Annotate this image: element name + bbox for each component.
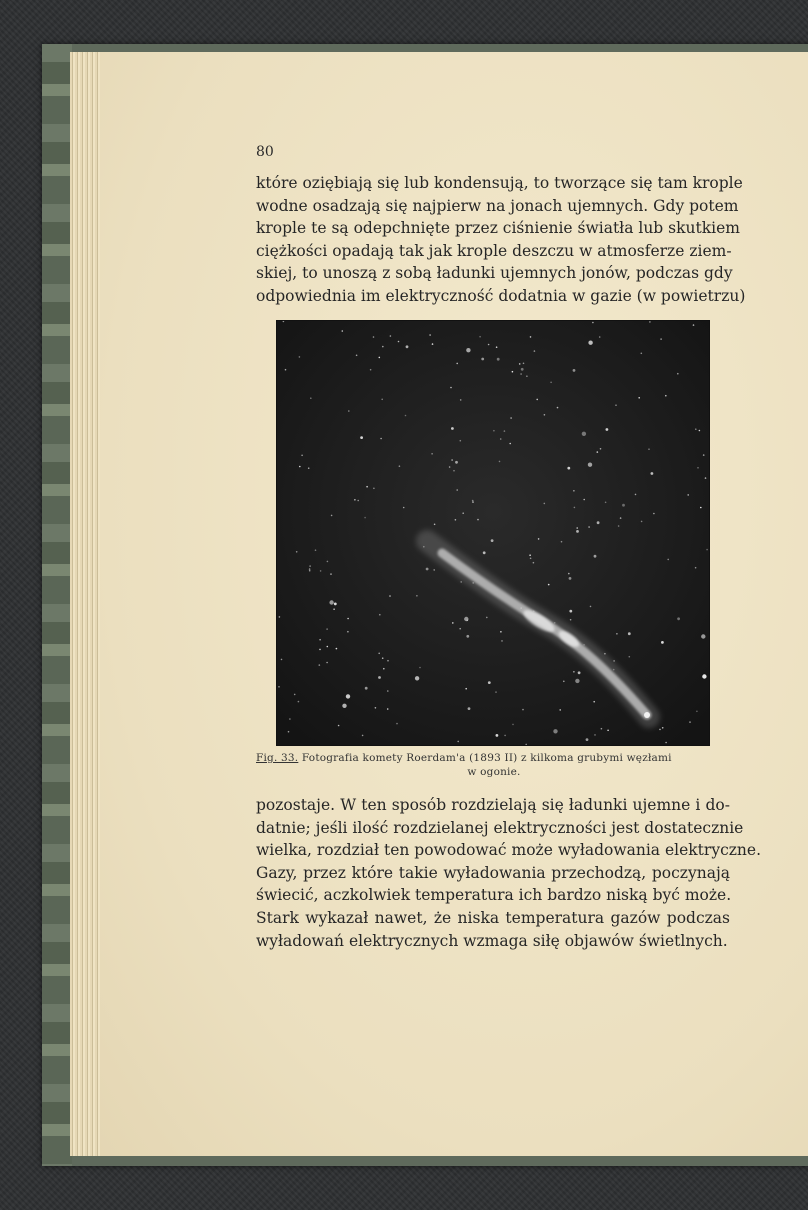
text-line: wyładowań elektrycznych wzmaga siłę objawów świetlnych.: [256, 931, 728, 950]
star: [504, 735, 506, 737]
star: [465, 688, 467, 690]
star: [703, 454, 705, 456]
star: [588, 341, 592, 345]
star: [559, 709, 561, 711]
star: [497, 358, 500, 361]
star: [616, 633, 618, 635]
star: [309, 570, 311, 572]
star: [330, 573, 332, 575]
star: [342, 330, 344, 332]
star: [347, 618, 349, 620]
star: [370, 369, 372, 371]
star: [365, 687, 368, 690]
figure-caption: [256, 751, 732, 779]
star: [509, 443, 511, 445]
star: [700, 507, 702, 509]
star: [477, 519, 479, 521]
star: [472, 501, 474, 503]
star: [453, 470, 455, 472]
star: [665, 742, 667, 744]
star: [567, 467, 570, 470]
page-number: 80: [256, 144, 274, 160]
star: [544, 414, 546, 416]
star: [510, 417, 512, 419]
star: [662, 727, 664, 729]
star: [536, 399, 538, 401]
star: [576, 527, 578, 529]
text-line: które oziębiają się lub kondensują, to tworzące się tam krople: [256, 174, 743, 192]
star: [419, 667, 421, 669]
star: [615, 404, 617, 406]
star: [456, 489, 458, 491]
star: [557, 407, 559, 409]
star: [520, 373, 522, 375]
star: [512, 724, 514, 726]
star: [687, 494, 689, 496]
text-line: krople te są odepchnięte przez ciśnienie światła lub skutkiem: [256, 219, 740, 238]
star: [618, 525, 620, 527]
star: [496, 346, 498, 348]
star: [677, 617, 680, 620]
star: [628, 632, 631, 635]
star: [568, 573, 570, 575]
star: [590, 606, 592, 608]
star: [289, 718, 291, 720]
star: [538, 538, 540, 540]
star: [635, 494, 637, 496]
text-line: świecić, aczkolwiek temperatura ich bardzo niską być może.: [256, 886, 732, 905]
star: [380, 438, 382, 440]
star: [573, 490, 575, 492]
star: [576, 530, 579, 533]
star: [333, 608, 335, 610]
star: [449, 466, 451, 468]
star: [319, 664, 321, 666]
star: [697, 467, 699, 469]
star: [677, 373, 679, 375]
star: [526, 375, 528, 377]
star: [588, 526, 590, 528]
star: [575, 679, 579, 683]
star: [310, 397, 312, 399]
star: [491, 539, 494, 542]
star: [373, 336, 375, 338]
paragraph-bottom: [256, 794, 761, 952]
star: [586, 738, 589, 741]
star: [600, 448, 602, 450]
star: [319, 649, 321, 651]
star: [455, 461, 458, 464]
comet-photo-svg: [277, 321, 709, 745]
star: [389, 595, 391, 597]
star: [651, 472, 654, 475]
star: [553, 729, 557, 733]
text-line: skiej, to unoszą z sobą ładunki ujemnych jonów, podczas gdy: [256, 264, 733, 283]
star: [695, 567, 697, 569]
star: [622, 504, 625, 507]
star: [583, 499, 585, 501]
star: [594, 555, 597, 558]
star: [706, 549, 708, 551]
star: [641, 353, 643, 355]
star: [416, 595, 418, 597]
star: [457, 741, 459, 743]
star: [695, 428, 697, 430]
star: [375, 707, 377, 709]
star: [299, 466, 301, 468]
star: [629, 656, 631, 658]
star: [660, 338, 662, 340]
star: [327, 561, 329, 563]
star: [620, 517, 622, 519]
star: [592, 322, 594, 324]
star: [460, 399, 462, 401]
star: [578, 671, 581, 674]
star: [338, 725, 340, 727]
star: [426, 568, 429, 571]
star: [326, 662, 328, 664]
star: [299, 356, 301, 358]
star: [301, 455, 303, 457]
caption-text: Fotografia komety Roerdam'a (1893 II) z kilkoma grubymi węzłami: [301, 752, 672, 764]
star: [701, 634, 705, 638]
star: [462, 512, 464, 514]
star: [529, 554, 531, 556]
star: [519, 363, 521, 365]
star: [638, 397, 640, 399]
star: [383, 668, 385, 670]
star: [570, 619, 572, 621]
caption-line-1: [256, 751, 732, 765]
star: [396, 723, 398, 725]
star: [667, 559, 669, 561]
star: [569, 577, 572, 580]
star: [486, 617, 488, 619]
star: [364, 517, 366, 519]
star: [573, 671, 575, 673]
star: [382, 346, 384, 348]
star: [467, 620, 469, 622]
star: [379, 614, 381, 616]
star: [399, 465, 401, 467]
star: [429, 334, 431, 336]
star: [379, 357, 381, 359]
star: [403, 507, 405, 509]
star: [601, 728, 603, 730]
star: [479, 336, 481, 338]
book-cover-edge: [42, 44, 72, 1166]
star: [347, 631, 349, 633]
star: [356, 355, 358, 357]
star: [294, 694, 296, 696]
star: [653, 513, 655, 515]
star: [378, 653, 380, 655]
star: [605, 502, 607, 504]
star: [648, 448, 650, 450]
star: [593, 701, 595, 703]
star: [406, 345, 409, 348]
star: [336, 648, 338, 650]
star: [665, 395, 667, 397]
star: [523, 363, 525, 365]
star: [456, 363, 458, 365]
star: [309, 565, 311, 567]
star: [649, 321, 651, 323]
star: [534, 350, 536, 352]
star: [493, 430, 495, 432]
star: [329, 600, 333, 604]
star: [387, 690, 389, 692]
star: [378, 676, 381, 679]
page-stack-edges: [70, 52, 104, 1156]
star: [342, 704, 346, 708]
star: [354, 499, 356, 501]
star: [472, 500, 474, 502]
comet-head: [644, 712, 650, 718]
star: [455, 519, 457, 521]
star: [488, 681, 491, 684]
star: [319, 639, 321, 641]
star: [530, 558, 532, 560]
star: [415, 676, 419, 680]
star: [320, 570, 322, 572]
star: [285, 369, 287, 371]
star: [288, 731, 290, 733]
star: [606, 428, 609, 431]
star: [702, 674, 706, 678]
star: [296, 551, 298, 553]
text-line: Gazy, przez które takie wyładowania przechodzą, poczynają: [256, 863, 730, 882]
star: [500, 438, 502, 440]
star: [499, 461, 501, 463]
text-line: pozostaje. W ten sposób rozdzielają się ładunki ujemne i do-: [256, 796, 730, 814]
star: [381, 399, 383, 401]
star: [641, 521, 643, 523]
star: [594, 734, 596, 736]
star: [548, 584, 550, 586]
star: [500, 631, 502, 633]
star: [659, 729, 661, 731]
star: [544, 503, 546, 505]
star: [597, 451, 599, 453]
star: [607, 730, 609, 732]
text-line: datnie; jeśli ilość rozdzielanej elektryczności jest dostatecznie: [256, 818, 744, 837]
star: [460, 581, 462, 583]
star: [390, 335, 392, 337]
star: [696, 711, 698, 713]
star: [495, 691, 497, 693]
star: [459, 628, 461, 630]
star: [705, 477, 707, 479]
star: [278, 686, 280, 688]
star: [405, 415, 407, 417]
star: [357, 500, 359, 502]
star: [466, 348, 470, 352]
star: [460, 440, 462, 442]
star: [501, 640, 503, 642]
star: [689, 721, 691, 723]
star: [279, 616, 281, 618]
text-line: wielka, rozdział ten powodować może wyładowania elektryczne.: [256, 841, 761, 860]
night-sky: [277, 321, 709, 745]
star: [468, 707, 471, 710]
star: [360, 436, 363, 439]
star: [373, 488, 375, 490]
star: [451, 459, 453, 461]
star: [582, 432, 586, 436]
star: [588, 463, 592, 467]
star: [530, 336, 532, 338]
star: [450, 387, 452, 389]
star: [315, 549, 317, 551]
text-line: odpowiednia im elektryczność dodatnia w gazie (w powietrzu): [256, 286, 746, 305]
star: [550, 382, 552, 384]
star: [452, 622, 454, 624]
star: [434, 524, 436, 526]
star: [597, 521, 600, 524]
star: [563, 681, 565, 683]
star: [466, 635, 469, 638]
star: [348, 410, 350, 412]
star: [308, 467, 310, 469]
star: [693, 324, 695, 326]
star: [521, 368, 524, 371]
star: [331, 515, 333, 517]
star: [334, 603, 337, 606]
star: [504, 430, 506, 432]
star: [326, 628, 328, 630]
star: [574, 507, 576, 509]
caption-line-2: w ogonie.: [467, 766, 521, 778]
star: [599, 336, 601, 338]
star: [366, 486, 368, 488]
text-line: Stark wykazał nawet, że niska temperatura gazów podczas: [256, 908, 730, 927]
star: [398, 341, 400, 343]
star: [512, 371, 514, 373]
star: [309, 568, 311, 570]
star: [483, 551, 486, 554]
star: [661, 641, 664, 644]
star: [488, 344, 490, 346]
star: [699, 430, 701, 432]
star: [613, 660, 615, 662]
star: [281, 659, 283, 661]
star: [433, 569, 435, 571]
star: [387, 660, 389, 662]
star: [522, 709, 524, 711]
star: [387, 708, 389, 710]
star: [569, 610, 572, 613]
figure-number: Fig. 33.: [256, 752, 299, 764]
star: [561, 541, 563, 543]
comet-photograph: [276, 320, 710, 746]
paragraph-top: [256, 172, 746, 308]
star: [533, 562, 535, 564]
star: [346, 694, 350, 698]
text-line: ciężkości opadają tak jak krople deszczu w atmosferze ziem-: [256, 241, 732, 260]
star: [431, 453, 433, 455]
star: [432, 343, 434, 345]
star: [573, 369, 576, 372]
star: [362, 735, 364, 737]
star: [382, 657, 384, 659]
star: [451, 427, 454, 430]
star: [327, 646, 329, 648]
text-line: wodne osadzają się najpierw na jonach ujemnych. Gdy potem: [256, 196, 739, 215]
star: [496, 734, 499, 737]
star: [298, 701, 300, 703]
star: [481, 358, 484, 361]
